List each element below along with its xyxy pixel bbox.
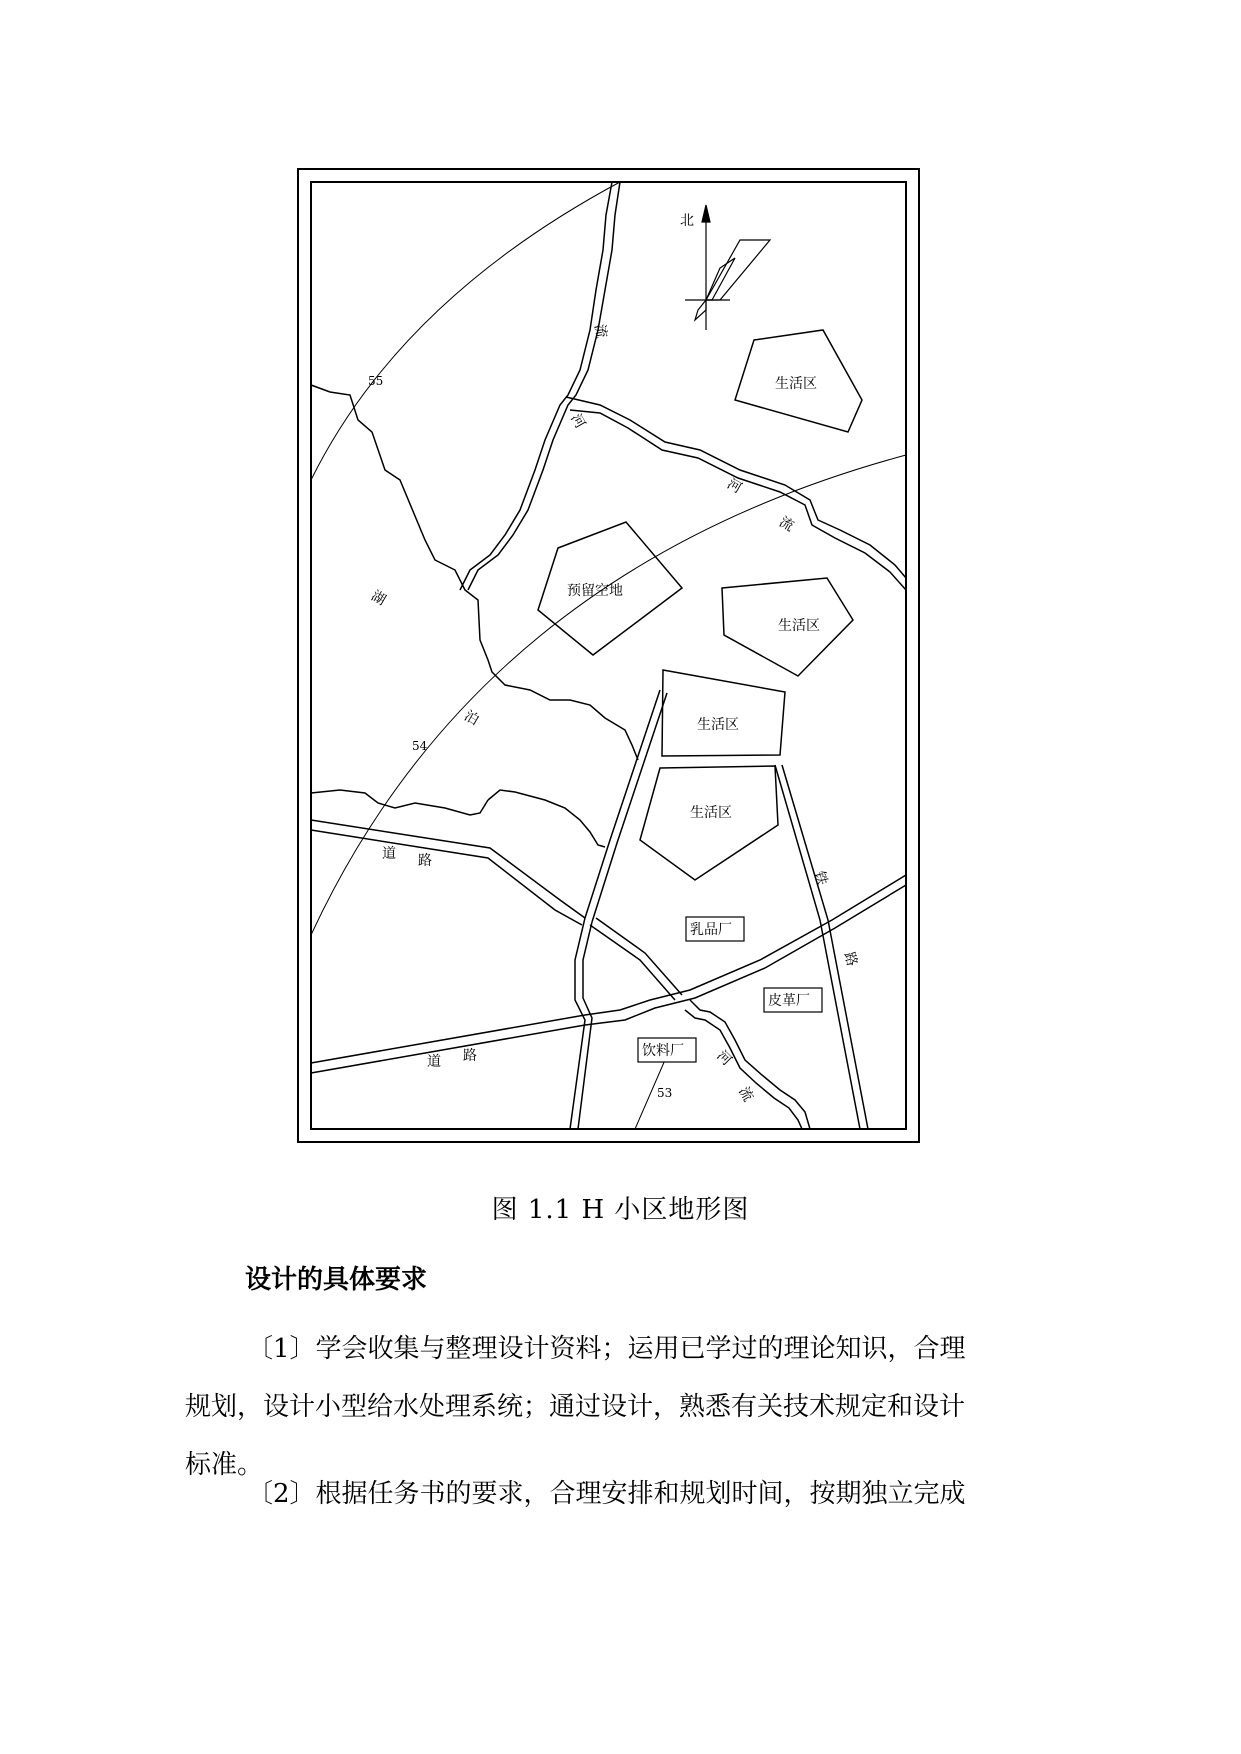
road-char-3: 道 (427, 1054, 441, 1070)
zones (538, 330, 862, 880)
road-char-4: 路 (463, 1048, 477, 1064)
map-outer-frame (298, 169, 919, 1142)
zone-living-3 (662, 670, 785, 756)
contour-55 (311, 182, 620, 480)
river-char-2: 河 (567, 411, 589, 432)
factory-label-beverage: 饮料厂 (642, 1043, 684, 1059)
north-arrow-icon (685, 205, 770, 330)
zone-label-5: 生活区 (690, 805, 732, 821)
river-char-3: 河 (724, 475, 745, 497)
contour-label-54: 54 (412, 739, 428, 753)
road-char-2: 路 (418, 853, 432, 869)
paragraph-1-line-3: 标准。 (185, 1450, 264, 1480)
zone-living-4 (640, 766, 778, 880)
paragraph-1-line-2: 规划，设计小型给水处理系统；通过设计，熟悉有关技术规定和设计 (185, 1392, 966, 1422)
contour-label-55: 55 (368, 374, 384, 388)
river-char-1: 流 (591, 322, 610, 340)
section-heading: 设计的具体要求 (245, 1265, 428, 1295)
roads (311, 690, 906, 1129)
river-char-4: 流 (776, 513, 797, 535)
rail-char-2: 路 (840, 950, 860, 969)
river-char-5: 河 (713, 1047, 735, 1070)
contour-lines (311, 182, 906, 1129)
zone-label-3: 生活区 (778, 618, 820, 634)
zone-label-4: 生活区 (697, 717, 739, 733)
map-inner-frame (311, 182, 906, 1129)
zone-label-1: 生活区 (775, 376, 817, 392)
lake-char-2: 泊 (461, 707, 482, 729)
lake-shoreline (311, 385, 638, 847)
factory-label-dairy: 乳品厂 (690, 922, 732, 938)
paragraph-1-line-1: 〔1〕学会收集与整理设计资料；运用已学过的理论知识，合理 (247, 1334, 966, 1364)
river (460, 182, 906, 1129)
road-char-1: 道 (382, 846, 396, 862)
zone-label-2: 预留空地 (567, 583, 623, 599)
paragraph-2-line-1: 〔2〕根据任务书的要求，合理安排和规划时间，按期独立完成 (247, 1479, 966, 1509)
north-label: 北 (680, 213, 694, 229)
paragraph-2 (185, 1465, 1065, 1523)
rail-char-1: 铁 (810, 869, 830, 888)
river-char-6: 流 (735, 1084, 757, 1105)
factory-label-leather: 皮革厂 (768, 993, 810, 1009)
contour-label-53: 53 (657, 1086, 673, 1100)
lake-char-1: 湖 (368, 587, 389, 609)
figure-caption: 图 1.1 H 小区地形图 (491, 1195, 750, 1225)
